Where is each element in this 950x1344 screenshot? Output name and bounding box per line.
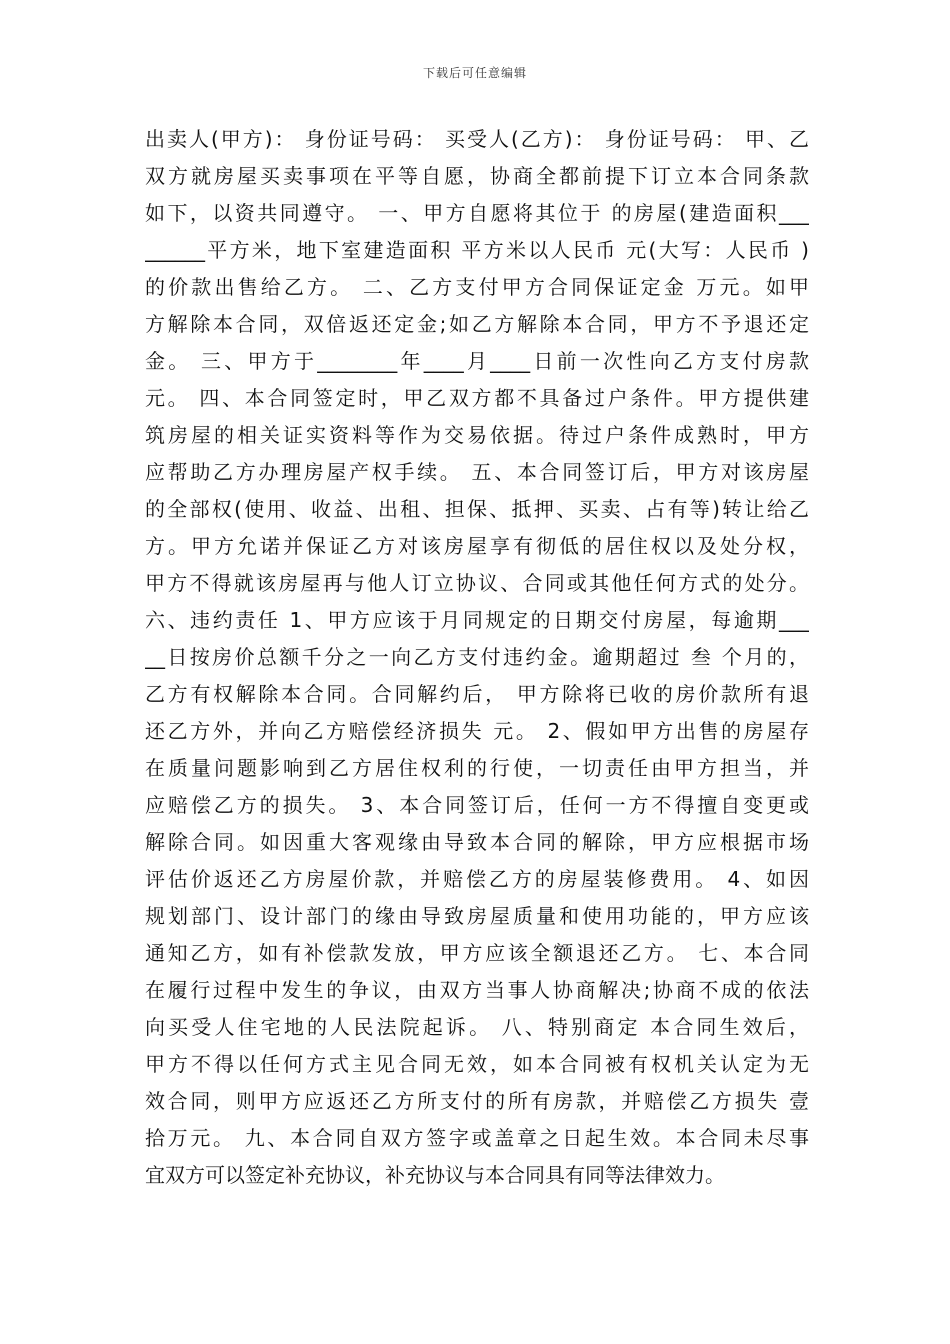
text-line: 在履行过程中发生的争议，由双方当事人协商解决;协商不成的依法: [145, 978, 809, 1002]
text-line: 拾万元。 九、本合同自双方签字或盖章之日起生效。本合同未尽事: [145, 1126, 809, 1150]
document-body: [145, 121, 809, 1194]
text-line: 评估价返还乙方房屋价款，并赔偿乙方的房屋装修费用。 4、如因: [145, 867, 809, 891]
text-line: 通知乙方，如有补偿款发放，甲方应该全额退还乙方。 七、本合同: [145, 941, 809, 965]
text-line: __日按房价总额千分之一向乙方支付违约金。逾期超过 叁 个月的，: [145, 645, 809, 669]
text-line: 金。 三、甲方于________年____月____日前一次性向乙方支付房款: [145, 349, 809, 373]
text-line: 元。 四、本合同签定时，甲乙双方都不具备过户条件。甲方提供建: [145, 386, 809, 410]
text-line: 方解除本合同，双倍返还定金;如乙方解除本合同，甲方不予退还定: [145, 312, 809, 336]
text-line: 筑房屋的相关证实资料等作为交易依据。待过户条件成熟时，甲方: [145, 423, 809, 447]
text-line: 应赔偿乙方的损失。 3、本合同签订后，任何一方不得擅自变更或: [145, 793, 809, 817]
text-line: 甲方不得以任何方式主见合同无效，如本合同被有权机关认定为无: [145, 1052, 809, 1076]
text-line: 双方就房屋买卖事项在平等自愿，协商全都前提下订立本合同条款: [145, 164, 809, 188]
page-header-note: 下载后可任意编辑: [422, 66, 527, 80]
text-line: 宜双方可以签定补充协议，补充协议与本合同具有同等法律效力。: [145, 1163, 725, 1187]
text-line: 方。甲方允诺并保证乙方对该房屋享有彻低的居住权以及处分权，: [145, 534, 809, 558]
text-line: 的全部权(使用、收益、出租、担保、抵押、买卖、占有等)转让给乙: [145, 497, 809, 521]
text-line: ______平方米，地下室建造面积 平方米以人民币 元(大写：人民币 ): [145, 238, 809, 262]
text-line: 甲方不得就该房屋再与他人订立协议、合同或其他任何方式的处分。: [145, 571, 809, 595]
text-line: 的价款出售给乙方。 二、乙方支付甲方合同保证定金 万元。如甲: [145, 275, 809, 299]
text-line: 向买受人住宅地的人民法院起诉。 八、特别商定 本合同生效后，: [145, 1015, 809, 1039]
text-line: 规划部门、设计部门的缘由导致房屋质量和使用功能的，甲方应该: [145, 904, 809, 928]
text-line: 出卖人(甲方)： 身份证号码： 买受人(乙方)： 身份证号码： 甲、乙: [145, 127, 809, 151]
text-line: 解除合同。如因重大客观缘由导致本合同的解除，甲方应根据市场: [145, 830, 809, 854]
text-line: 六、违约责任 1、甲方应该于月同规定的日期交付房屋，每逾期___: [145, 608, 809, 632]
text-line: 如下，以资共同遵守。 一、甲方自愿将其位于 的房屋(建造面积___: [145, 201, 809, 225]
text-line: 效合同，则甲方应返还乙方所支付的所有房款，并赔偿乙方损失 壹: [145, 1089, 809, 1113]
text-line: 应帮助乙方办理房屋产权手续。 五、本合同签订后，甲方对该房屋: [145, 460, 809, 484]
text-line: 在质量问题影响到乙方居住权利的行使，一切责任由甲方担当，并: [145, 756, 809, 780]
text-line: 还乙方外，并向乙方赔偿经济损失 元。 2、假如甲方出售的房屋存: [145, 719, 809, 743]
text-line: 乙方有权解除本合同。合同解约后， 甲方除将已收的房价款所有退: [145, 682, 809, 706]
